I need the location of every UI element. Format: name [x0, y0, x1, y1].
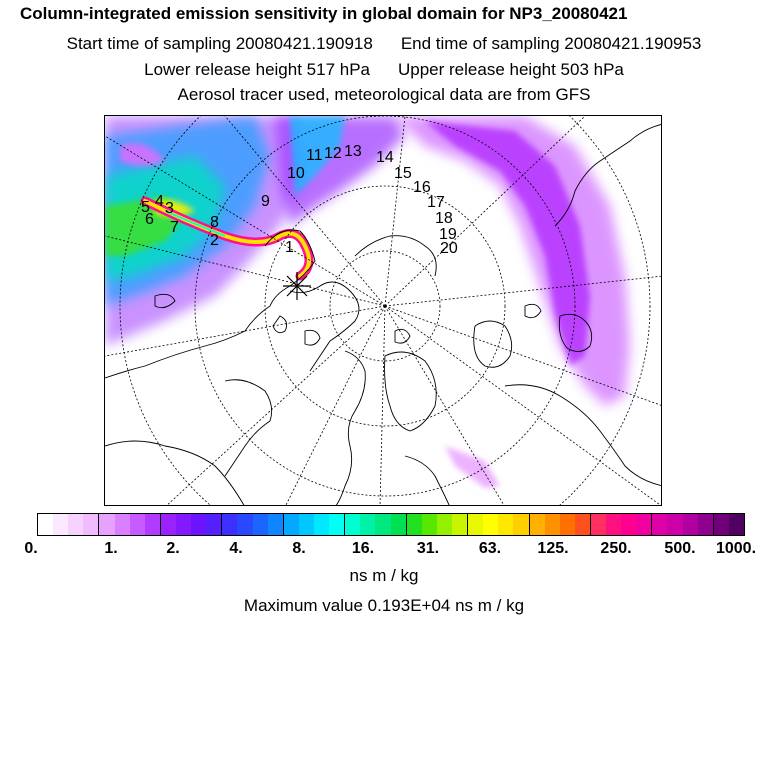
map-canvas — [105, 116, 662, 506]
colorbar-cell — [329, 514, 344, 535]
colorbar-tick-label: 4. — [229, 540, 243, 557]
colorbar-cell — [221, 514, 237, 535]
time-label: 14 — [376, 149, 394, 166]
colorbar-cell — [467, 514, 483, 535]
colorbar-cell — [145, 514, 160, 535]
colorbar-cell — [268, 514, 283, 535]
colorbar-cell — [529, 514, 545, 535]
colorbar-cell — [437, 514, 452, 535]
colorbar-cell — [406, 514, 422, 535]
max-value-label: Maximum value 0.193E+04 ns m / kg — [243, 596, 525, 615]
colorbar-tick-label: 125. — [537, 540, 569, 557]
colorbar-cell — [283, 514, 299, 535]
colorbar-tick-label: 16. — [351, 540, 375, 557]
colorbar-cell — [729, 514, 744, 535]
colorbar-cell — [360, 514, 375, 535]
time-label: 12 — [324, 145, 342, 162]
colorbar-cell — [667, 514, 682, 535]
colorbar-cell — [68, 514, 83, 535]
colorbar — [37, 513, 745, 536]
colorbar-cell — [98, 514, 114, 535]
time-label: 10 — [287, 165, 305, 182]
colorbar-cell — [575, 514, 590, 535]
colorbar-cell — [391, 514, 406, 535]
colorbar-cell — [83, 514, 98, 535]
colorbar-cell — [53, 514, 68, 535]
time-label: 17 — [427, 194, 445, 211]
colorbar-cell — [560, 514, 575, 535]
time-label: 15 — [394, 165, 412, 182]
colorbar-cell — [452, 514, 467, 535]
colorbar-cell — [160, 514, 176, 535]
colorbar-tick-label: 31. — [416, 540, 440, 557]
sensitivity-plume-east — [395, 116, 630, 488]
colorbar-tick-label: 2. — [166, 540, 180, 557]
time-label: 6 — [145, 211, 154, 228]
start-time-label: Start time of sampling 20080421.190918 — [66, 34, 373, 53]
colorbar-cell — [513, 514, 528, 535]
release-site-marker — [283, 272, 311, 300]
colorbar-cell — [130, 514, 145, 535]
plot-title: Column-integrated emission sensitivity in global domain for NP3_20080421 — [20, 4, 628, 23]
colorbar-tick-label: 250. — [600, 540, 632, 557]
colorbar-tick-label: 0. — [24, 540, 38, 557]
colorbar-tick-label: 500. — [664, 540, 696, 557]
colorbar-cell — [206, 514, 221, 535]
colorbar-tick-label: 1. — [104, 540, 118, 557]
colorbar-cell — [621, 514, 636, 535]
time-label: 4 — [155, 193, 164, 210]
polar-map — [104, 115, 662, 506]
colorbar-tick-labels — [0, 540, 768, 560]
colorbar-cell — [606, 514, 621, 535]
colorbar-cell — [590, 514, 606, 535]
end-time-label: End time of sampling 20080421.190953 — [400, 34, 702, 53]
colorbar-cell — [176, 514, 191, 535]
tracer-row — [0, 85, 768, 105]
colorbar-cell — [253, 514, 268, 535]
colorbar-cell — [314, 514, 329, 535]
time-label: 3 — [165, 200, 174, 217]
colorbar-cell — [483, 514, 498, 535]
release-height-row — [0, 60, 768, 80]
time-label: 20 — [440, 240, 458, 257]
colorbar-cell — [38, 514, 53, 535]
time-label: 2 — [210, 232, 219, 249]
colorbar-cell — [498, 514, 513, 535]
sampling-time-row — [0, 34, 768, 54]
colorbar-tick-label: 8. — [292, 540, 306, 557]
colorbar-tick-label: 63. — [478, 540, 502, 557]
time-label: 7 — [170, 219, 179, 236]
colorbar-cell — [636, 514, 651, 535]
colorbar-unit: ns m / kg — [349, 566, 419, 585]
colorbar-cell — [237, 514, 252, 535]
time-label: 11 — [306, 147, 323, 164]
colorbar-cell — [683, 514, 698, 535]
colorbar-cell — [422, 514, 437, 535]
time-label: 19 — [439, 226, 457, 243]
colorbar-cell — [344, 514, 360, 535]
colorbar-cell — [299, 514, 314, 535]
time-label: 1 — [285, 239, 294, 256]
time-label: 13 — [344, 143, 362, 160]
colorbar-cell — [191, 514, 206, 535]
time-label: 9 — [261, 193, 270, 210]
upper-release-label: Upper release height 503 hPa — [398, 60, 624, 79]
colorbar-cell — [713, 514, 729, 535]
colorbar-cell — [651, 514, 667, 535]
lower-release-label: Lower release height 517 hPa — [144, 60, 370, 79]
colorbar-cell — [545, 514, 560, 535]
colorbar-tick-label: 1000. — [715, 540, 757, 557]
colorbar-cell — [375, 514, 390, 535]
tracer-label: Aerosol tracer used, meteorological data are from GFS — [177, 85, 591, 104]
colorbar-cell — [698, 514, 713, 535]
colorbar-cell — [115, 514, 130, 535]
time-label: 8 — [210, 214, 219, 231]
time-label: 18 — [435, 210, 453, 227]
time-label: 5 — [141, 199, 150, 216]
time-label: 16 — [413, 179, 431, 196]
